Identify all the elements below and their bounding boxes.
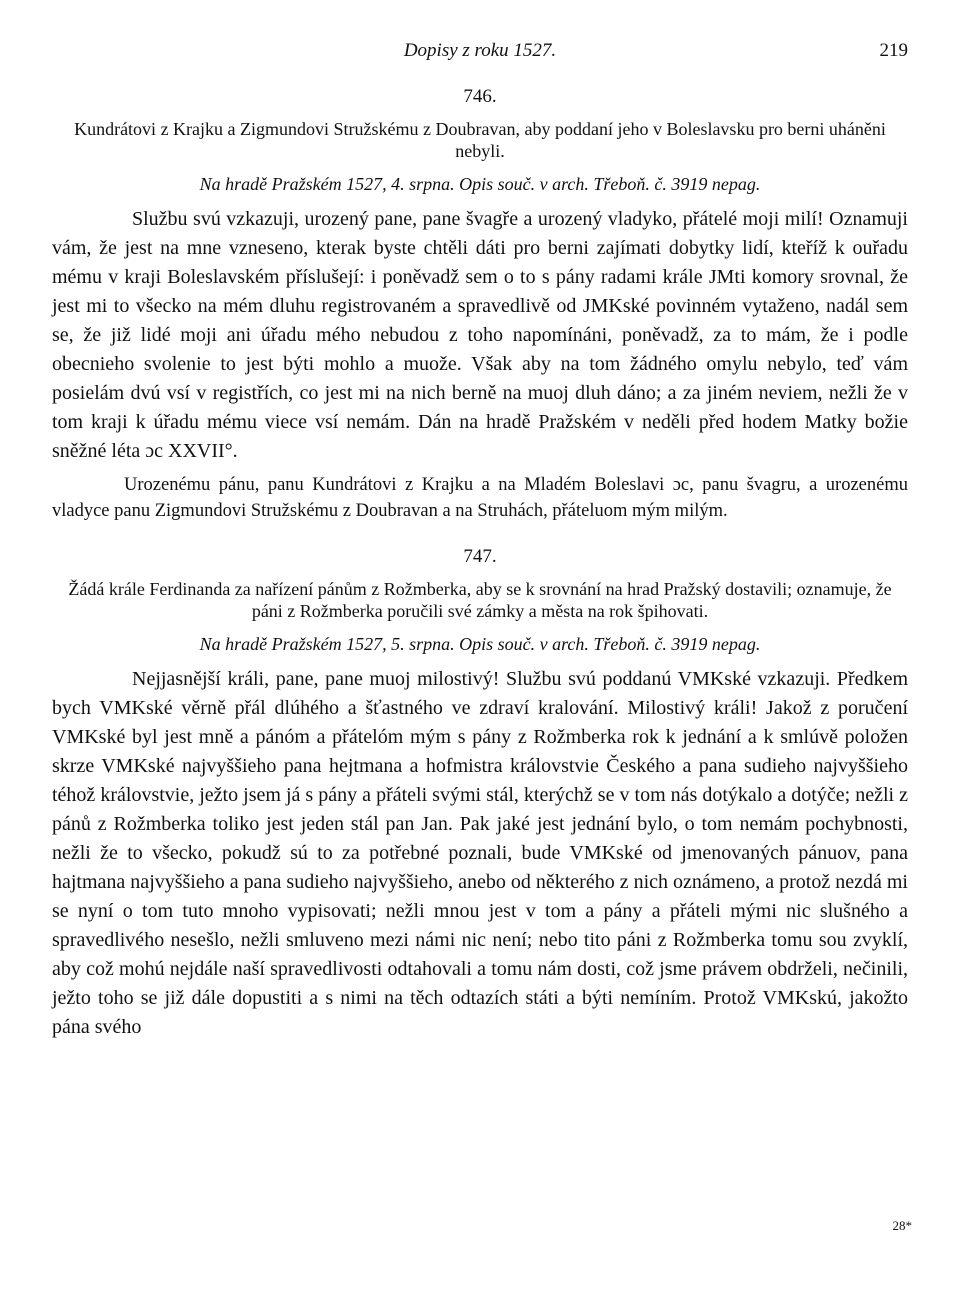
letter-source: Na hradě Pražském 1527, 5. srpna. Opis souč. v arch. Třeboň. č. 3919 nepag. [199, 634, 761, 654]
letter-regest: Žádá krále Ferdinanda za nařízení pánům z Rožmberka, aby se k srovnání na hrad Pražský dostavili; oznamuje, že páni z Rožmberka poručili své zámky a města na rok špihovati. [68, 579, 892, 621]
letter-source: Na hradě Pražském 1527, 4. srpna. Opis souč. v arch. Třeboň. č. 3919 nepag. [199, 174, 761, 194]
letter-number: 747. [463, 546, 497, 567]
letter-747 [52, 546, 908, 1042]
letter-body: Službu svú vzkazuji, urozený pane, pane švagře a urozený vladyko, přátelé moji milí! Oznamuji vám, že jest na mne vzneseno, kterak byste chtěli dáti pro berni zajímati dobytky lidí, kteříž k ouřadu mému v kraji Boleslavském příslušejí: i poněvadž sem o to s pány radami krále JMti komory srovnal, že jest mi to všecko na mém dluhu registrovaném a spravedlivě od JMKské povinném vytaženo, nadál sem se, že již lidé moji ani úřadu mého nebudou z toho napomínáni, poněvadž, za to mám, že i podle obecnieho svolenie to jest býti mohlo a muože. Však aby na tom žádného omylu nebylo, teď vám posielám dvú vsí v registřích, co jest mi na nich berně na muoj dluh dáno; a za jiném neviem, nežli že v tom kraji k úřadu mému viece vsí nemám. Dán na hradě Pražském v neděli před hodem Matky božie sněžné léta ɔc XXVII°. [52, 208, 908, 462]
page-number: 219 [879, 40, 908, 61]
letter-address: Urozenému pánu, panu Kundrátovi z Krajku a na Mladém Boleslavi ɔc, panu švagru, a urozenému vladyce panu Zigmundovi Stružskému z Doubravan a na Struhách, přáteluom mým milým. [52, 475, 908, 521]
document-page [52, 40, 908, 1042]
running-title: Dopisy z roku 1527. [403, 40, 557, 61]
letter-number: 746. [463, 86, 497, 107]
letter-regest: Kundrátovi z Krajku a Zigmundovi Stružskému z Doubravan, aby poddaní jeho v Boleslavsku pro berni uháněni nebyli. [74, 119, 886, 161]
running-head [52, 40, 908, 72]
letter-746 [52, 86, 908, 524]
signature-mark: 28* [892, 1218, 912, 1233]
letter-body: Nejjasnější králi, pane, pane muoj milostivý! Službu svú poddanú VMKské vzkazuji. Předkem bych VMKské věrně přál dlúhého a šťastného ve zdraví kralování. Milostivý králi! Jakož z poručení VMKské byl jest mně a pánóm a přátelóm mým s pány z Rožmberka rok k jednání a k smlúvě položen skrze VMKské najvyššieho pana hejtmana a hofmistra královstvie Českého a pana sudieho najvyššieho téhož královstvie, ježto jsem já s pány a přáteli svými stál, kterýchž se v tom nás dotýkalo a dotýče; nežli z pánů z Rožmberka toliko jest jeden stál pan Jan. Pak jaké jest jednání bylo, o tom nemám pochybnosti, nežli že to všecko, pokudž sú to za potřebné poznali, bude VMKské od jmenovaných pánuov, pana hajtmana najvyššieho a pana sudieho najvyššieho, anebo od některého z nich oznámeno, a protož nezdá mi se nyní o tom tuto mnoho vypisovati; nežli mnou jest v tom a pány a přáteli mými nic slušného a spravedlivého nesešlo, nežli smluveno mezi námi nic není; nebo tito páni z Rožmberka tomu sou zvyklí, aby což mohú nejdále naší spravedlivosti odtahovali a tomu nám dosti, což jsme právem obdrželi, nečinili, ježto toho se již dále dopustiti a s nimi na těch odtazích státi a býti nemíním. Protož VMKskú, jakožto pána svého [52, 668, 908, 1038]
